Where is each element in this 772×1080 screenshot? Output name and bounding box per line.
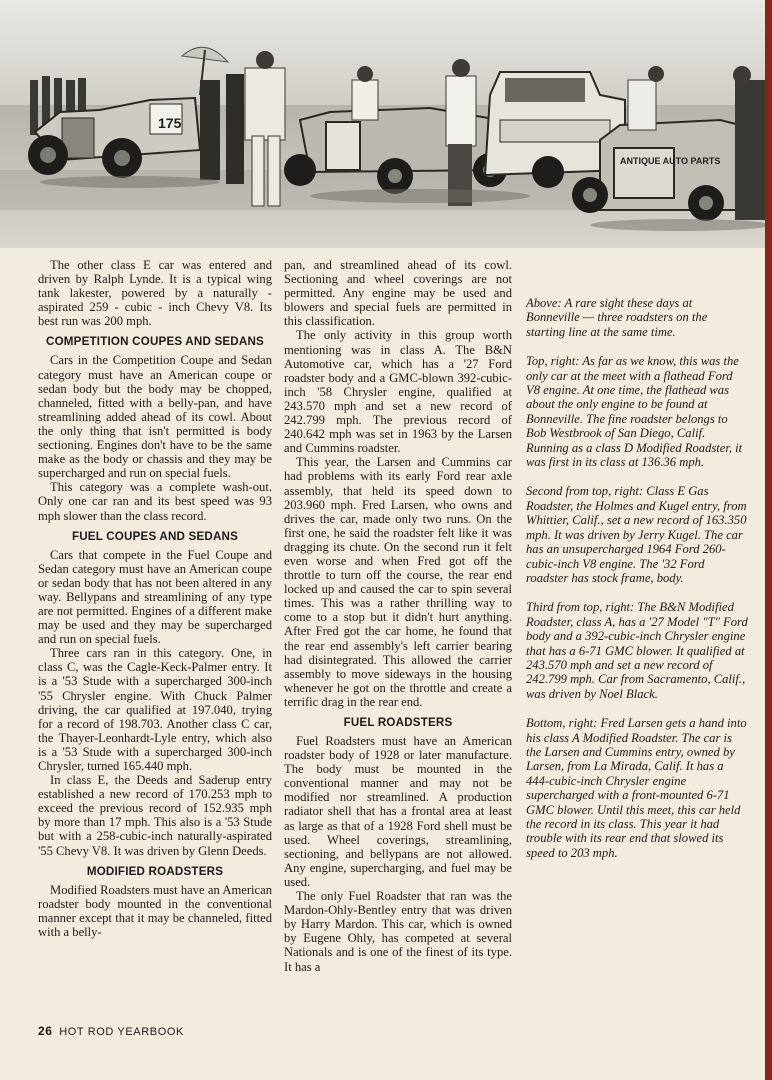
paragraph: Cars in the Competition Coupe and Sedan category must have an American coupe or sedan body but the body may be chopped, channeled, fitted with a belly-pan, and have streamlining added ahead of its cowl. About the only thing that isn't permitted is body sectioning. Engines don't have to be the same make as the body or chassis and they may be supercharged and run on special fuels. <box>38 353 272 481</box>
paragraph: Modified Roadsters must have an American roadster body mounted in the conventional manner except that it may be channeled, fitted with a belly- <box>38 882 272 939</box>
publication-name: HOT ROD YEARBOOK <box>59 1026 184 1038</box>
paragraph: This year, the Larsen and Cummins car had problems with its early Ford rear axle assembly, that held its speed down to 203.960 mph. Fred Larsen, who owns and drives the car, made only two runs. On the first one, he said the roadster felt like it was dragging its chute. On the second run it felt even worse and when Fred got off the throttle to turn off the course, the rear end locked up and caused the car to spin several times. This was a rather thrilling way to come to a stop but it didn't hurt anything. After Fred got the car home, he found that the rear end assembly's left carrier bearing had disintegrated. This allowed the carrier assembly to move sideways in the housing whenever he got on the throttle and create a terrific drag in the rear end. <box>284 455 512 709</box>
photo-bonneville-roadsters <box>0 0 772 248</box>
paragraph: Fuel Roadsters must have an American roadster body of 1928 or later manufacture. The body must be mounted in the conventional manner and may not be modified nor streamlined. A production radiator shell that has a frontal area at least as large as that of a 1928 Ford shell must be used. Wheel coverings, streamlining, sectioning, and bellypans are not allowed. Any engine, supercharging, and fuel may be used. <box>284 734 512 889</box>
page-number: 26 <box>38 1024 53 1038</box>
section-heading-modified-roadsters: MODIFIED ROADSTERS <box>86 864 224 878</box>
caption-top-right: Top, right: As far as we know, this was the only car at the meet with a flathead Ford V8 engine. At one time, the flathead was about the only engine to be found at Bonneville. The fine roadster belongs to Bob Westbrook of San Diego, Calif. Running as a class D Modified Roadster, it was first in its class at 136.36 mph. <box>526 354 743 470</box>
caption-bottom-right: Bottom, right: Fred Larsen gets a hand into his class A Modified Roadster. The car is the Larsen and Cummins entry, owned by Larsen, from La Mirada, Calif. It has a 444-cubic-inch Chrysler engine supercharged with a front-mounted 6-71 GMC blower. Until this meet, this car held the record in its class. This year it had trouble with its rear end that slowed its speed to 203 mph. <box>526 716 747 860</box>
paragraph: pan, and streamlined ahead of its cowl. Sectioning and wheel coverings are not permitted. Any engine may be used and blowers and special fuels are permitted in this classification. <box>284 258 512 329</box>
caption-third-right: Third from top, right: The B&N Modified Roadster, class A, has a '27 Model "T" Ford body and a 392-cubic-inch Chrysler engine that has a 6-71 GMC blower. It qualified at 243.570 mph and set a new record of 242.799 mph. Car from Sacramento, Calif., was driven by Noel Black. <box>526 600 748 701</box>
paragraph: This category was a complete wash-out. Only one car ran and its best speed was 93 mph slower than the class record. <box>38 480 272 523</box>
paragraph: Cars that compete in the Fuel Coupe and Sedan category must have an American coupe or sedan body that has not been altered in any way. Bellypans and streamlining of any type are not permitted. Engines of a different make may be used and they may be supercharged and run on special fuels. <box>38 547 272 647</box>
paragraph: The only activity in this group worth mentioning was in class A. The B&N Automotive car, which has a '27 Ford roadster body and a GMC-blown 392-cubic-inch '58 Chrysler engine, qualified at 243.570 mph and set a new record of 242.799 mph. The previous record of 240.642 mph was set in 1963 by the Larsen and Cummins roadster. <box>284 328 512 456</box>
photo-bonneville-lineup-icon <box>0 0 772 248</box>
paragraph: The other class E car was entered and driven by Ralph Lynde. It is a typical wing tank lakester, powered by a naturally - aspirated 259 - cubic - inch Chevy V8. Its best run was 200 mph. <box>38 258 272 329</box>
section-heading-competition-coupes: COMPETITION COUPES AND SEDANS <box>46 335 264 349</box>
caption-second-right: Second from top, right: Class E Gas Roadster, the Holmes and Kugel entry, from Whittier, Calif., set a new record of 163.350 mph. It was driven by Jerry Kugel. The car has an unsupercharged 1964 Ford 260-cubic-inch V8 engine. The '32 Ford roadster has stock frame, body. <box>526 484 747 585</box>
caption-above: Above: A rare sight these days at Bonneville — three roadsters on the starting line at the same time. <box>526 296 708 339</box>
svg-text:175: 175 <box>158 115 182 131</box>
section-heading-fuel-roadsters: FUEL ROADSTERS <box>343 716 453 729</box>
paragraph: In class E, the Deeds and Saderup entry established a new record of 170.253 mph to exceed the previous record of 152.935 mph by more than 17 mph. This also is a '53 Stude but with a 258-cubic-inch naturally-aspirated '55 Chevy V8. It was driven by Glenn Deeds. <box>38 773 272 858</box>
section-heading-fuel-coupes: FUEL COUPES AND SEDANS <box>71 529 239 543</box>
column-2 <box>284 258 512 974</box>
car-sign-text: ANTIQUE AUTO PARTS <box>620 156 721 166</box>
paragraph: The only Fuel Roadster that ran was the Mardon-Ohly-Bentley entry that was driven by Harry Mardon. This car, which is owned by Eugene Ohly, has competed at several Nationals and is one of the finest of its type. It has a <box>284 889 512 974</box>
paragraph: Three cars ran in this category. One, in class C, was the Cagle-Keck-Palmer entry. It is a '53 Stude with a supercharged 300-inch '55 Chrysler engine. With Chuck Palmer driving, the car qualified at 197.040, trying for a record of 198.703. Another class C car, the Thayer-Leonhardt-Lyle entry, which also is a '53 Stude with a supercharged 300-inch Chrysler, turned 165.440 mph. <box>38 646 272 773</box>
column-1 <box>38 258 272 939</box>
captions-column <box>526 296 748 875</box>
page-footer <box>38 1024 184 1038</box>
binding-edge <box>765 0 772 1080</box>
